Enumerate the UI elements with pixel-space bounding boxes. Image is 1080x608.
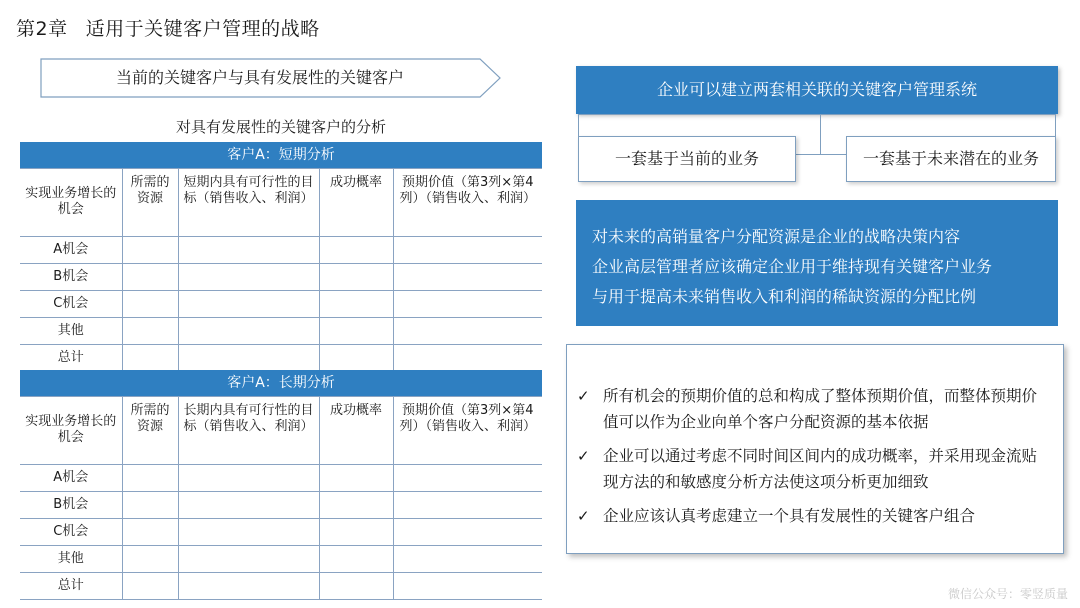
- col-header-opportunity: 实现业务增长的机会: [20, 168, 122, 236]
- row-label: B机会: [20, 263, 122, 290]
- strategy-line: 对未来的高销量客户分配资源是企业的战略决策内容: [592, 227, 961, 246]
- page-title: [16, 14, 320, 41]
- table-cell: [122, 290, 178, 317]
- table-cell: [178, 491, 319, 518]
- checklist-text: 企业应该认真考虑建立一个具有发展性的关键客户组合: [603, 507, 976, 525]
- col-header-goal: 短期内具有可行性的目标（销售收入、利润）: [178, 168, 319, 236]
- table-cell: [122, 545, 178, 572]
- table-caption: 对具有发展性的关键客户的分析: [175, 118, 386, 136]
- table-cell: [178, 518, 319, 545]
- checklist-box: [566, 344, 1064, 554]
- row-label: A机会: [20, 236, 122, 263]
- table-cell: [319, 491, 393, 518]
- table-cell: [393, 290, 542, 317]
- col-header-opportunity: 实现业务增长的机会: [20, 396, 122, 464]
- topic-banner: [40, 58, 502, 98]
- checklist-item: [577, 383, 1049, 435]
- row-label: B机会: [20, 491, 122, 518]
- table-cell: [393, 518, 542, 545]
- table-cell: [319, 317, 393, 344]
- check-icon: ✓: [577, 387, 590, 405]
- long-table-band: 客户A：长期分析: [20, 370, 542, 396]
- connector-line: [1055, 114, 1056, 136]
- col-header-expected-value: 预期价值（第3列×第4列）（销售收入、利润）: [393, 396, 542, 464]
- chapter-label: 第2章: [16, 18, 68, 40]
- table-cell: [122, 344, 178, 371]
- table-cell: [122, 236, 178, 263]
- row-label: 总计: [20, 572, 122, 599]
- table-cell: [319, 518, 393, 545]
- connector-line: [578, 114, 579, 136]
- table-row: [20, 545, 542, 572]
- table-cell: [393, 464, 542, 491]
- table-row: [20, 317, 542, 344]
- table-cell: [122, 464, 178, 491]
- strategy-line: 与用于提高未来销售收入和利润的稀缺资源的分配比例: [592, 287, 977, 306]
- check-icon: ✓: [577, 447, 590, 465]
- table-row: [20, 518, 542, 545]
- table-cell: [178, 290, 319, 317]
- checklist-text: 所有机会的预期价值的总和构成了整体预期价值，而整体预期价值可以作为企业向单个客户分配资源的基本依据: [603, 387, 1038, 431]
- table-row: [20, 236, 542, 263]
- col-header-resources: 所需的资源: [122, 168, 178, 236]
- row-label: 其他: [20, 545, 122, 572]
- table-row: [20, 464, 542, 491]
- row-label: A机会: [20, 464, 122, 491]
- future-business-box: 一套基于未来潜在的业务: [846, 136, 1056, 182]
- col-header-probability: 成功概率: [319, 168, 393, 236]
- system-title-box: 企业可以建立两套相关联的关键客户管理系统: [576, 66, 1058, 114]
- table-cell: [178, 263, 319, 290]
- table-cell: [319, 344, 393, 371]
- table-cell: [393, 317, 542, 344]
- connector-line: [796, 154, 846, 155]
- check-icon: ✓: [577, 507, 590, 525]
- table-cell: [319, 263, 393, 290]
- table-cell: [319, 290, 393, 317]
- table-cell: [393, 545, 542, 572]
- table-row: [20, 491, 542, 518]
- long-term-analysis-table: [20, 370, 542, 600]
- table-cell: [122, 263, 178, 290]
- row-label: 总计: [20, 344, 122, 371]
- col-header-expected-value: 预期价值（第3列×第4列）（销售收入、利润）: [393, 168, 542, 236]
- connector-line: [578, 114, 1056, 115]
- row-label: 其他: [20, 317, 122, 344]
- short-table-band: 客户A：短期分析: [20, 142, 542, 168]
- col-header-goal: 长期内具有可行性的目标（销售收入、利润）: [178, 396, 319, 464]
- checklist-text: 企业可以通过考虑不同时间区间内的成功概率，并采用现金流贴现方法的和敏感度分析方法使这项分析更加细致: [603, 447, 1038, 491]
- table-cell: [122, 491, 178, 518]
- table-cell: [122, 572, 178, 599]
- table-cell: [319, 464, 393, 491]
- table-cell: [393, 344, 542, 371]
- short-term-analysis-table: [20, 142, 542, 372]
- table-cell: [393, 491, 542, 518]
- col-header-probability: 成功概率: [319, 396, 393, 464]
- watermark-text: 微信公众号：零竖质量: [947, 587, 1068, 601]
- table-cell: [178, 464, 319, 491]
- current-business-box: 一套基于当前的业务: [578, 136, 796, 182]
- table-cell: [178, 344, 319, 371]
- table-row: [20, 572, 542, 599]
- chapter-title: 适用于关键客户管理的战略: [85, 18, 320, 40]
- table-cell: [178, 317, 319, 344]
- table-row: [20, 263, 542, 290]
- table-cell: [319, 572, 393, 599]
- table-cell: [393, 263, 542, 290]
- banner-text: 当前的关键客户与具有发展性的关键客户: [115, 68, 404, 87]
- table-row: [20, 290, 542, 317]
- table-cell: [122, 518, 178, 545]
- checklist-item: [577, 443, 1049, 495]
- table-cell: [122, 317, 178, 344]
- row-label: C机会: [20, 290, 122, 317]
- table-cell: [393, 236, 542, 263]
- row-label: C机会: [20, 518, 122, 545]
- table-cell: [178, 545, 319, 572]
- table-cell: [393, 572, 542, 599]
- table-cell: [319, 236, 393, 263]
- strategy-box: [576, 200, 1058, 326]
- table-cell: [319, 545, 393, 572]
- col-header-resources: 所需的资源: [122, 396, 178, 464]
- table-row: [20, 344, 542, 371]
- strategy-line: 企业高层管理者应该确定企业用于维持现有关键客户业务: [592, 257, 993, 276]
- connector-line: [820, 114, 821, 154]
- checklist-item: [577, 503, 1049, 529]
- table-cell: [178, 572, 319, 599]
- table-cell: [178, 236, 319, 263]
